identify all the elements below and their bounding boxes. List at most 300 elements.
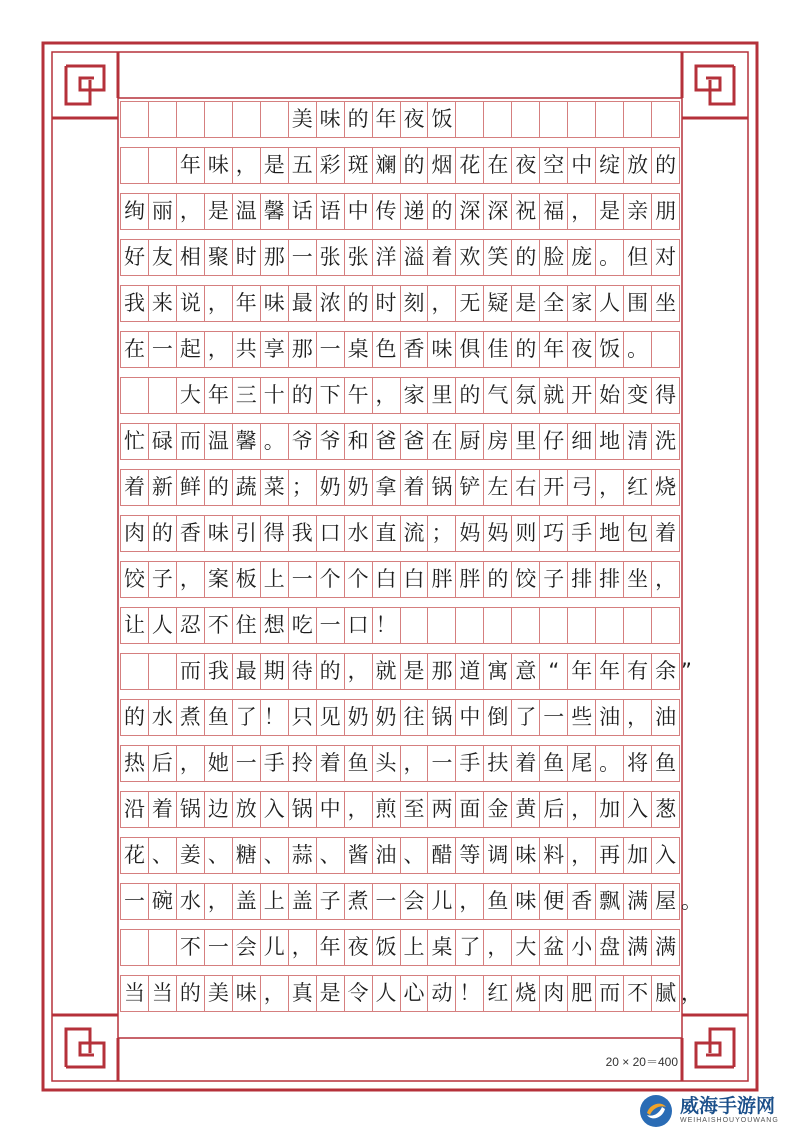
grid-cell: 包 (624, 516, 652, 551)
grid-cell: 烧 (512, 976, 540, 1011)
grid-cell: 的 (484, 562, 512, 597)
grid-cell: 了 (233, 700, 261, 735)
grid-cell: 饺 (121, 562, 149, 597)
overflow-punct: ” (681, 659, 692, 683)
grid-cell: 的 (428, 194, 456, 229)
overflow-punct: ， (681, 981, 702, 1005)
grid-cell: 、 (205, 838, 233, 873)
grid-cell: 朋 (652, 194, 680, 229)
grid-cell: 地 (596, 516, 624, 551)
grid-cell: 水 (149, 700, 177, 735)
manuscript-grid (120, 101, 702, 1021)
grid-cell: 妈 (456, 516, 484, 551)
grid-cell: 全 (540, 286, 568, 321)
grid-cell: 时 (373, 286, 401, 321)
grid-cell (484, 608, 512, 643)
watermark-title: 威海手游网 (680, 1094, 776, 1117)
grid-cell: 刻 (401, 286, 429, 321)
grid-cell: 但 (624, 240, 652, 275)
grid-cell: 沿 (121, 792, 149, 827)
grid-cell: 腻 (652, 976, 680, 1011)
grid-cell: 语 (317, 194, 345, 229)
grid-cell: 年 (317, 930, 345, 965)
grid-cell: 张 (317, 240, 345, 275)
grid-cell: 我 (121, 286, 149, 321)
grid-cell: 流 (401, 516, 429, 551)
grid-cell: 妈 (484, 516, 512, 551)
grid-cell: 放 (233, 792, 261, 827)
grid-cell: 案 (205, 562, 233, 597)
grid-cell: 欢 (456, 240, 484, 275)
grid-cell: 黄 (512, 792, 540, 827)
grid-cell: 味 (261, 286, 289, 321)
grid-cell: 口 (317, 516, 345, 551)
grid-cell: 子 (317, 884, 345, 919)
grid-cell: 来 (149, 286, 177, 321)
grid-cell (401, 608, 429, 643)
grid-cell: 美 (289, 102, 317, 137)
grid-cell (540, 102, 568, 137)
word-count-label: 20 × 20＝400 (605, 1055, 678, 1069)
grid-cell: ， (596, 470, 624, 505)
grid-cell: 会 (233, 930, 261, 965)
text-row (120, 469, 680, 506)
grid-cell: 新 (149, 470, 177, 505)
grid-cell: ， (177, 746, 205, 781)
grid-cell: 当 (121, 976, 149, 1011)
text-row (120, 561, 680, 598)
grid-cell: 便 (540, 884, 568, 919)
grid-cell: 里 (512, 424, 540, 459)
grid-cell: 美 (205, 976, 233, 1011)
grid-cell: “ (540, 654, 568, 689)
grid-cell (205, 102, 233, 137)
grid-cell (456, 102, 484, 137)
grid-cell: 小 (568, 930, 596, 965)
grid-cell: 铲 (456, 470, 484, 505)
grid-cell: 红 (484, 976, 512, 1011)
grid-cell: 见 (317, 700, 345, 735)
grid-cell: 亲 (624, 194, 652, 229)
grid-cell: 烧 (652, 470, 680, 505)
grid-cell: 中 (345, 194, 373, 229)
grid-cell: 。 (596, 746, 624, 781)
text-row (120, 515, 680, 552)
grid-cell: 不 (177, 930, 205, 965)
grid-cell: 笑 (484, 240, 512, 275)
grid-cell (121, 148, 149, 183)
grid-cell: 是 (512, 286, 540, 321)
grid-cell: 等 (456, 838, 484, 873)
grid-cell: 让 (121, 608, 149, 643)
grid-cell: 着 (428, 240, 456, 275)
grid-cell (121, 102, 149, 137)
grid-cell: 斑 (345, 148, 373, 183)
grid-cell: 想 (261, 608, 289, 643)
grid-cell: ， (289, 930, 317, 965)
text-row (120, 929, 680, 966)
grid-cell: 加 (624, 838, 652, 873)
grid-cell (149, 148, 177, 183)
grid-cell: 味 (512, 884, 540, 919)
grid-cell (512, 102, 540, 137)
grid-cell: 锅 (177, 792, 205, 827)
grid-cell: 张 (345, 240, 373, 275)
grid-cell: 满 (624, 930, 652, 965)
grid-cell: 煮 (345, 884, 373, 919)
grid-cell: 两 (428, 792, 456, 827)
grid-cell: 得 (261, 516, 289, 551)
grid-cell: 大 (512, 930, 540, 965)
grid-cell: 寓 (484, 654, 512, 689)
grid-cell: 爸 (401, 424, 429, 459)
grid-cell: 绽 (596, 148, 624, 183)
grid-cell: 传 (373, 194, 401, 229)
grid-cell (149, 378, 177, 413)
grid-cell: 满 (624, 884, 652, 919)
grid-cell: 忙 (121, 424, 149, 459)
grid-cell: 拿 (373, 470, 401, 505)
grid-cell: ， (568, 194, 596, 229)
grid-cell: 期 (261, 654, 289, 689)
grid-cell: 午 (345, 378, 373, 413)
grid-cell: 盖 (289, 884, 317, 919)
grid-cell: ， (484, 930, 512, 965)
grid-cell: 而 (177, 424, 205, 459)
grid-cell: 的 (345, 102, 373, 137)
grid-cell: 而 (177, 654, 205, 689)
grid-cell: 热 (121, 746, 149, 781)
grid-cell: 的 (289, 378, 317, 413)
grid-cell: ！ (373, 608, 401, 643)
grid-cell: 着 (121, 470, 149, 505)
grid-cell: 的 (345, 286, 373, 321)
title-row (120, 101, 680, 138)
grid-cell: 十 (261, 378, 289, 413)
grid-cell: 直 (373, 516, 401, 551)
grid-cell: 五 (289, 148, 317, 183)
grid-cell: 夜 (568, 332, 596, 367)
grid-cell: 起 (177, 332, 205, 367)
grid-cell: 一 (540, 700, 568, 735)
grid-cell: 清 (624, 424, 652, 459)
text-row (120, 975, 702, 1012)
grid-cell: ， (205, 884, 233, 919)
grid-cell (596, 102, 624, 137)
grid-cell: 盘 (596, 930, 624, 965)
grid-cell: 奶 (317, 470, 345, 505)
grid-cell: 引 (233, 516, 261, 551)
grid-cell: 锅 (428, 700, 456, 735)
grid-cell: 就 (540, 378, 568, 413)
grid-cell (484, 102, 512, 137)
grid-cell: 的 (149, 516, 177, 551)
grid-cell: 肉 (121, 516, 149, 551)
grid-cell: 丽 (149, 194, 177, 229)
grid-cell: 边 (205, 792, 233, 827)
grid-cell: 着 (652, 516, 680, 551)
text-row (120, 653, 692, 690)
grid-cell: 碗 (149, 884, 177, 919)
grid-cell: 吃 (289, 608, 317, 643)
grid-cell: 我 (205, 654, 233, 689)
grid-cell: 。 (596, 240, 624, 275)
grid-cell: 油 (373, 838, 401, 873)
grid-cell: 蔬 (233, 470, 261, 505)
grid-cell: ； (428, 516, 456, 551)
grid-cell: 盆 (540, 930, 568, 965)
grid-cell (456, 608, 484, 643)
grid-cell: 余 (652, 654, 680, 689)
grid-cell: 道 (456, 654, 484, 689)
grid-cell: 夜 (401, 102, 429, 137)
grid-cell: 。 (261, 424, 289, 459)
grid-cell: 年 (205, 378, 233, 413)
grid-cell (568, 608, 596, 643)
grid-cell: 锅 (428, 470, 456, 505)
text-row (120, 147, 680, 184)
grid-cell: 馨 (261, 194, 289, 229)
grid-cell: 上 (261, 884, 289, 919)
grid-cell: ， (345, 792, 373, 827)
grid-cell (512, 608, 540, 643)
grid-cell: 子 (540, 562, 568, 597)
grid-cell: 友 (149, 240, 177, 275)
grid-cell: 令 (345, 976, 373, 1011)
grid-cell: 的 (205, 470, 233, 505)
grid-cell: 开 (540, 470, 568, 505)
grid-cell: 的 (652, 148, 680, 183)
grid-cell: 蒜 (289, 838, 317, 873)
grid-cell: 胖 (456, 562, 484, 597)
grid-cell: 氛 (512, 378, 540, 413)
grid-cell: 爸 (373, 424, 401, 459)
watermark-subtitle: WEIHAISHOUYOUWANG (680, 1116, 779, 1124)
grid-cell: 着 (317, 746, 345, 781)
grid-cell: ， (261, 976, 289, 1011)
grid-cell: ， (205, 332, 233, 367)
grid-cell: 奶 (373, 700, 401, 735)
grid-cell: 肥 (568, 976, 596, 1011)
grid-cell: 不 (205, 608, 233, 643)
text-row (120, 607, 680, 644)
grid-cell: 盖 (233, 884, 261, 919)
grid-cell: 一 (233, 746, 261, 781)
grid-cell: 一 (317, 332, 345, 367)
grid-cell: 尾 (568, 746, 596, 781)
grid-cell: 的 (456, 378, 484, 413)
grid-cell: 鱼 (345, 746, 373, 781)
grid-cell: 饭 (373, 930, 401, 965)
grid-cell: ， (373, 378, 401, 413)
grid-cell: 入 (261, 792, 289, 827)
grid-cell (121, 378, 149, 413)
grid-cell: 祝 (512, 194, 540, 229)
site-watermark (638, 1088, 800, 1133)
grid-cell: 中 (456, 700, 484, 735)
grid-cell: 福 (540, 194, 568, 229)
grid-cell: 白 (373, 562, 401, 597)
grid-cell: 桌 (428, 930, 456, 965)
grid-cell (261, 102, 289, 137)
grid-cell: 一 (373, 884, 401, 919)
grid-cell: 胖 (428, 562, 456, 597)
grid-cell: 香 (568, 884, 596, 919)
grid-cell: 排 (568, 562, 596, 597)
grid-cell (596, 608, 624, 643)
grid-cell: 意 (512, 654, 540, 689)
grid-cell: 动 (428, 976, 456, 1011)
grid-cell: 花 (456, 148, 484, 183)
grid-cell: 彩 (317, 148, 345, 183)
grid-cell: ， (624, 700, 652, 735)
text-row (120, 883, 702, 920)
grid-cell: 一 (317, 608, 345, 643)
text-row (120, 423, 680, 460)
grid-cell: 右 (512, 470, 540, 505)
grid-cell: 酱 (345, 838, 373, 873)
grid-cell: ； (289, 470, 317, 505)
grid-cell: 些 (568, 700, 596, 735)
grid-cell: 奶 (345, 470, 373, 505)
grid-cell: 中 (568, 148, 596, 183)
grid-cell: 爷 (289, 424, 317, 459)
grid-cell: 坐 (624, 562, 652, 597)
grid-cell: 浓 (317, 286, 345, 321)
text-row (120, 837, 680, 874)
grid-cell: ， (345, 654, 373, 689)
grid-cell: 房 (484, 424, 512, 459)
grid-cell: 是 (205, 194, 233, 229)
grid-cell: 。 (624, 332, 652, 367)
grid-cell: 子 (149, 562, 177, 597)
grid-cell: 水 (345, 516, 373, 551)
grid-cell: 年 (540, 332, 568, 367)
text-row (120, 331, 680, 368)
grid-cell: 对 (652, 240, 680, 275)
grid-cell: 一 (205, 930, 233, 965)
grid-cell: 大 (177, 378, 205, 413)
grid-cell: 会 (401, 884, 429, 919)
text-row (120, 745, 680, 782)
grid-cell (428, 608, 456, 643)
grid-cell: 三 (233, 378, 261, 413)
grid-cell: 白 (401, 562, 429, 597)
grid-cell: 着 (149, 792, 177, 827)
grid-cell: 味 (317, 102, 345, 137)
text-row (120, 699, 680, 736)
grid-cell: 享 (261, 332, 289, 367)
grid-cell: 细 (568, 424, 596, 459)
grid-cell: 那 (428, 654, 456, 689)
grid-cell: 油 (652, 700, 680, 735)
grid-cell: 香 (401, 332, 429, 367)
grid-cell: 得 (652, 378, 680, 413)
overflow-punct: 。 (681, 889, 702, 913)
grid-cell (149, 654, 177, 689)
grid-cell (624, 102, 652, 137)
grid-cell: ， (205, 286, 233, 321)
grid-cell: 上 (261, 562, 289, 597)
grid-cell: 无 (456, 286, 484, 321)
grid-cell: 奶 (345, 700, 373, 735)
grid-cell: 排 (596, 562, 624, 597)
grid-cell: 在 (428, 424, 456, 459)
grid-cell: 开 (568, 378, 596, 413)
grid-cell: 菜 (261, 470, 289, 505)
grid-cell: 糖 (233, 838, 261, 873)
grid-cell: 年 (177, 148, 205, 183)
grid-cell: 拎 (289, 746, 317, 781)
grid-cell: 飘 (596, 884, 624, 919)
grid-cell: 空 (540, 148, 568, 183)
grid-cell: 鱼 (540, 746, 568, 781)
grid-cell: 佳 (484, 332, 512, 367)
grid-cell: 鱼 (484, 884, 512, 919)
grid-cell: 饭 (596, 332, 624, 367)
grid-cell: 将 (624, 746, 652, 781)
grid-cell (652, 608, 680, 643)
grid-cell (540, 608, 568, 643)
grid-cell: 最 (233, 654, 261, 689)
grid-cell: 那 (261, 240, 289, 275)
text-row (120, 193, 680, 230)
grid-cell: 和 (345, 424, 373, 459)
grid-cell: 煎 (373, 792, 401, 827)
grid-cell: 饭 (428, 102, 456, 137)
grid-cell: ， (177, 194, 205, 229)
grid-cell: 当 (149, 976, 177, 1011)
grid-cell: 扶 (484, 746, 512, 781)
grid-cell: 待 (289, 654, 317, 689)
text-row (120, 791, 680, 828)
grid-cell (233, 102, 261, 137)
grid-cell: 深 (456, 194, 484, 229)
grid-cell: 住 (233, 608, 261, 643)
grid-cell: 锅 (289, 792, 317, 827)
grid-cell: 入 (652, 838, 680, 873)
grid-cell: 手 (261, 746, 289, 781)
grid-cell: 鱼 (205, 700, 233, 735)
grid-cell: 递 (401, 194, 429, 229)
grid-cell: 左 (484, 470, 512, 505)
grid-cell (121, 930, 149, 965)
grid-cell: 烟 (428, 148, 456, 183)
grid-cell: 是 (261, 148, 289, 183)
grid-cell: 厨 (456, 424, 484, 459)
grid-cell (624, 608, 652, 643)
grid-cell: 温 (205, 424, 233, 459)
grid-cell: 只 (289, 700, 317, 735)
grid-cell: 忍 (177, 608, 205, 643)
grid-cell: 儿 (428, 884, 456, 919)
grid-cell (177, 102, 205, 137)
grid-cell: 相 (177, 240, 205, 275)
grid-cell: 、 (317, 838, 345, 873)
grid-cell: 一 (289, 562, 317, 597)
grid-cell: 加 (596, 792, 624, 827)
grid-cell: 年 (568, 654, 596, 689)
grid-cell (121, 654, 149, 689)
grid-cell: 一 (149, 332, 177, 367)
grid-cell: 溢 (401, 240, 429, 275)
grid-cell: 我 (289, 516, 317, 551)
grid-cell: ， (568, 838, 596, 873)
grid-cell: 斓 (373, 148, 401, 183)
grid-cell: 洋 (373, 240, 401, 275)
grid-cell: 葱 (652, 792, 680, 827)
grid-cell: 爷 (317, 424, 345, 459)
